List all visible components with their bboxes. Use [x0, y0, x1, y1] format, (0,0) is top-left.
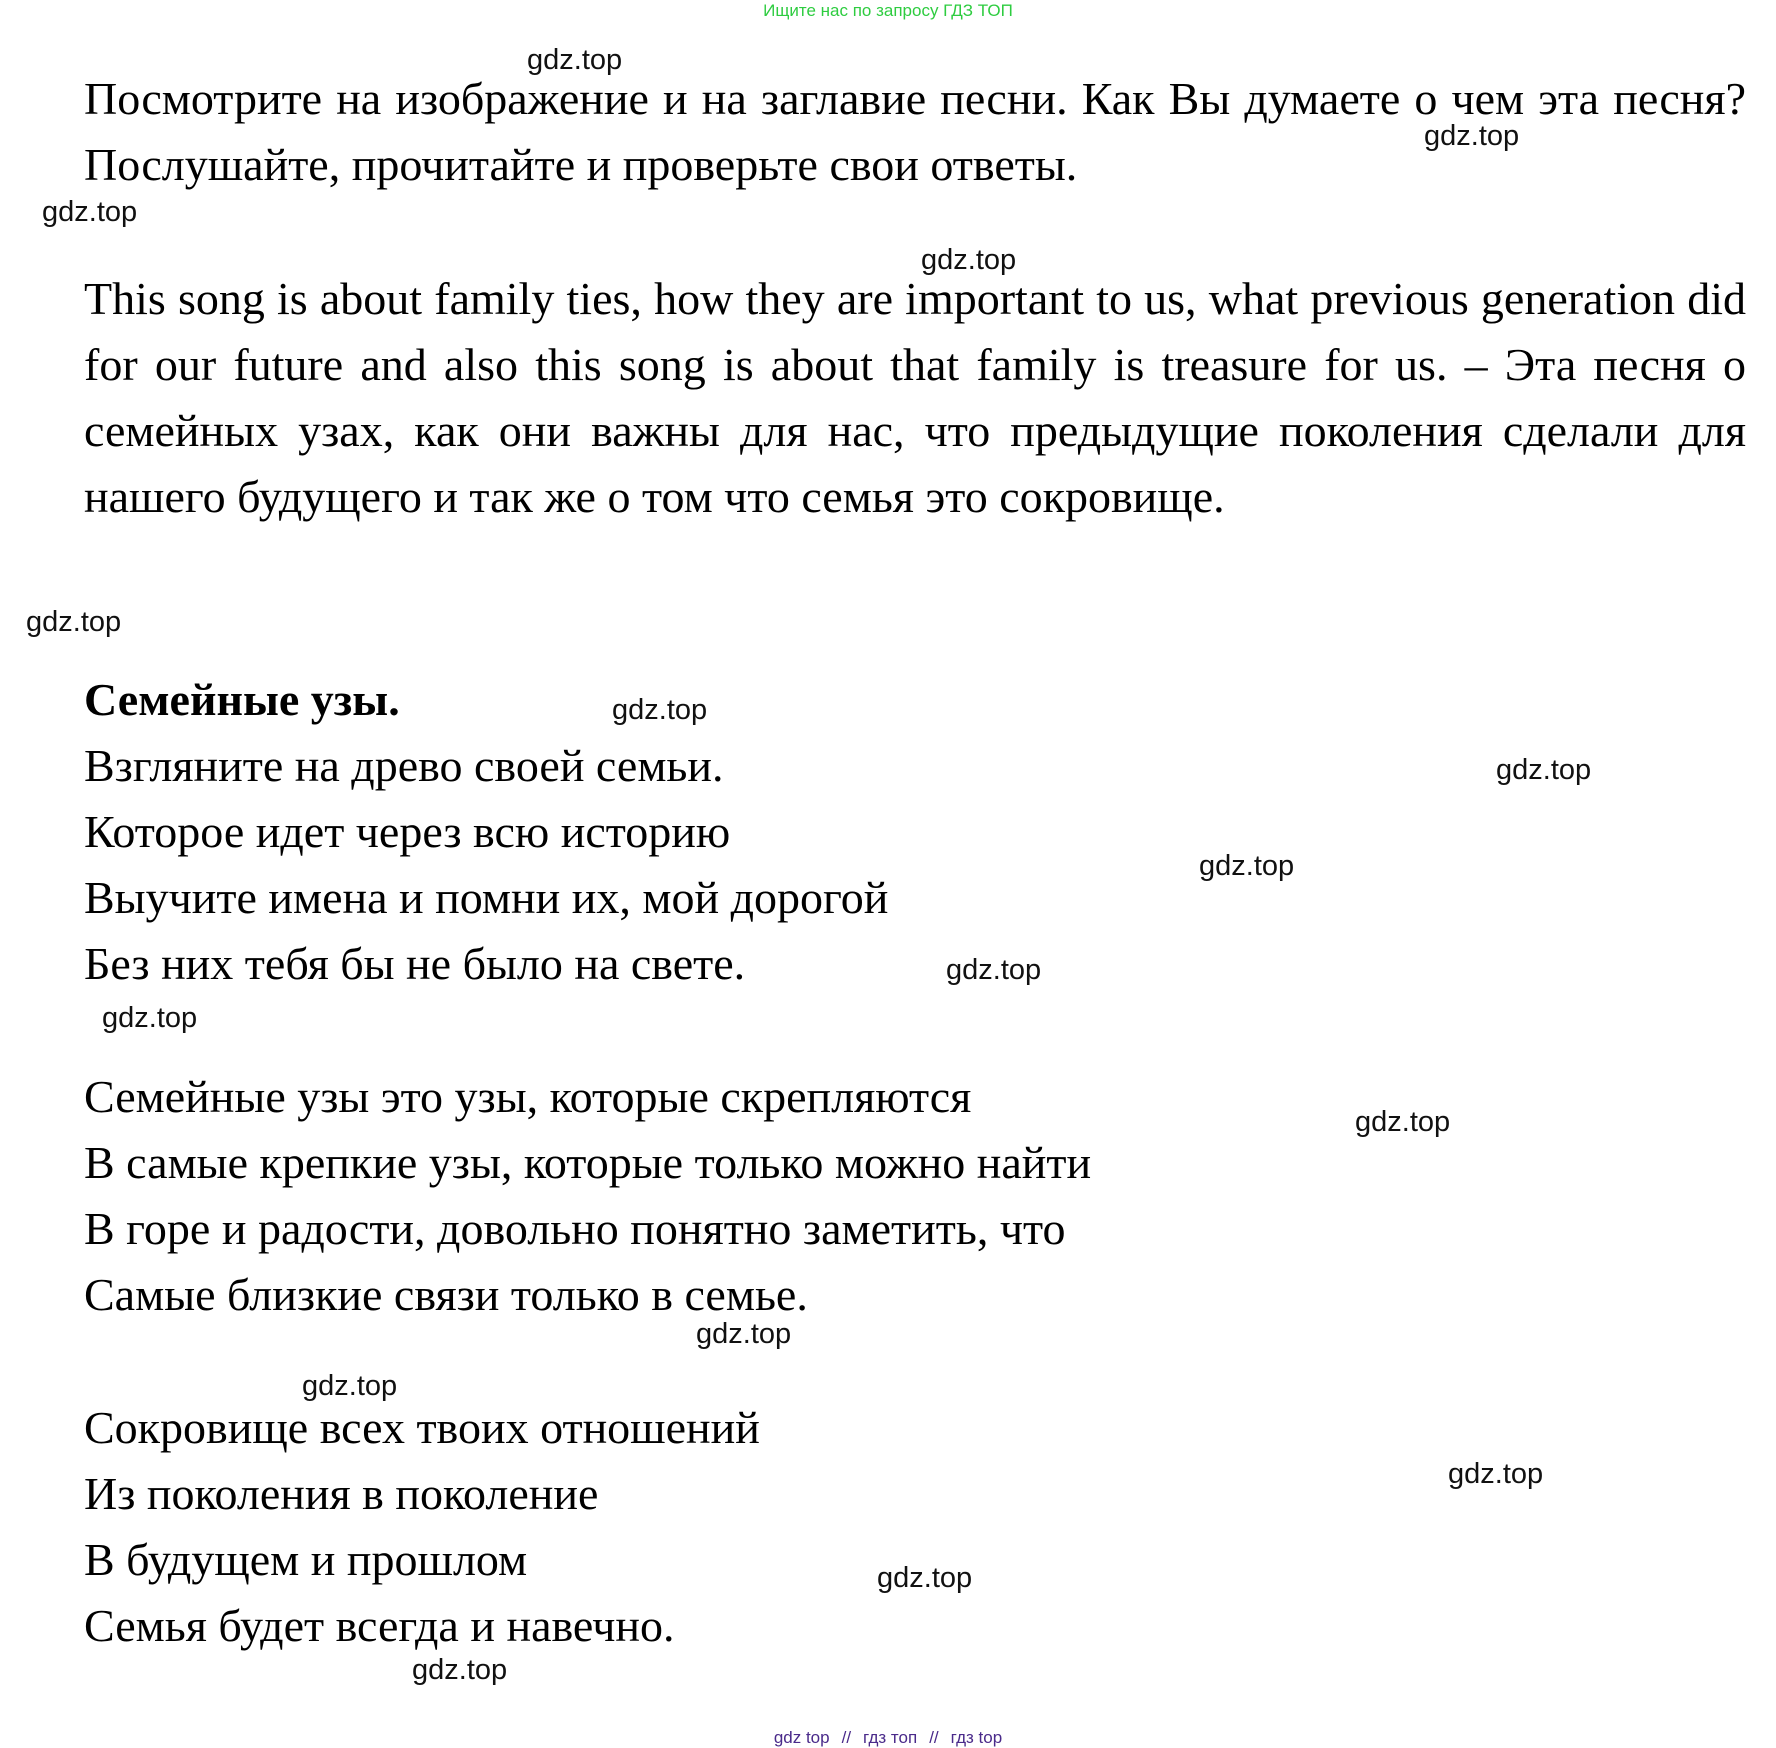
footer-link[interactable]: гдз топ: [863, 1728, 918, 1747]
verse-2-line-4: Самые близкие связи только в семье.: [84, 1269, 808, 1320]
footer-link[interactable]: гдз top: [950, 1728, 1003, 1747]
watermark: gdz.top: [1199, 850, 1295, 882]
watermark: gdz.top: [921, 244, 1017, 276]
watermark: gdz.top: [412, 1654, 508, 1686]
verse-3-line-4: Семья будет всегда и навечно.: [84, 1600, 675, 1651]
task-text: Посмотрите на изображение и на заглавие песни. Как Вы думаете о чем эта песня? Послушайте, прочитайте и проверьте свои ответы.: [84, 73, 1746, 190]
watermark: gdz.top: [1355, 1106, 1451, 1138]
verse-3-line-1: Сокровище всех твоих отношений: [84, 1402, 760, 1453]
verse-3-line-2: Из поколения в поколение: [84, 1468, 599, 1519]
watermark: gdz.top: [1496, 754, 1592, 786]
verse-2-line-2: В самые крепкие узы, которые только можно найти: [84, 1137, 1092, 1188]
watermark: gdz.top: [877, 1562, 973, 1594]
footer-separator: //: [929, 1728, 939, 1747]
watermark: gdz.top: [612, 694, 708, 726]
verse-1-line-4: Без них тебя бы не было на свете.: [84, 938, 746, 989]
watermark: gdz.top: [1424, 120, 1520, 152]
verse-2-line-3: В горе и радости, довольно понятно заметить, что: [84, 1203, 1066, 1254]
watermark: gdz.top: [696, 1318, 792, 1350]
watermark: gdz.top: [527, 44, 623, 76]
verse-2-line-1: Семейные узы это узы, которые скрепляются: [84, 1071, 972, 1122]
top-banner[interactable]: Ищите нас по запросу ГДЗ ТОП: [763, 1, 1013, 20]
watermark: gdz.top: [102, 1002, 198, 1034]
verse-1-line-2: Которое идет через всю историю: [84, 806, 731, 857]
watermark: gdz.top: [26, 606, 122, 638]
watermark: gdz.top: [42, 196, 138, 228]
verse-1-line-3: Выучите имена и помни их, мой дорогой: [84, 872, 889, 923]
verse-1-line-1: Взгляните на древо своей семьи.: [84, 740, 724, 791]
watermark: gdz.top: [1448, 1458, 1544, 1490]
footer-link[interactable]: gdz top: [773, 1728, 830, 1747]
verse-3-line-3: В будущем и прошлом: [84, 1534, 528, 1585]
watermark: gdz.top: [302, 1370, 398, 1402]
watermark: gdz.top: [946, 954, 1042, 986]
answer-text: This song is about family ties, how they are important to us, what previous generation did for our future and also this song is about that family is treasure for us. – Эта песня о семейных узах, как они важны для нас, что предыдущие поколения сделали для нашего будущего и так же о том что семья это сокровище.: [84, 273, 1746, 522]
footer-separator: //: [841, 1728, 852, 1747]
song-title: Семейные узы.: [84, 674, 400, 725]
footer: [0, 1728, 1776, 1748]
